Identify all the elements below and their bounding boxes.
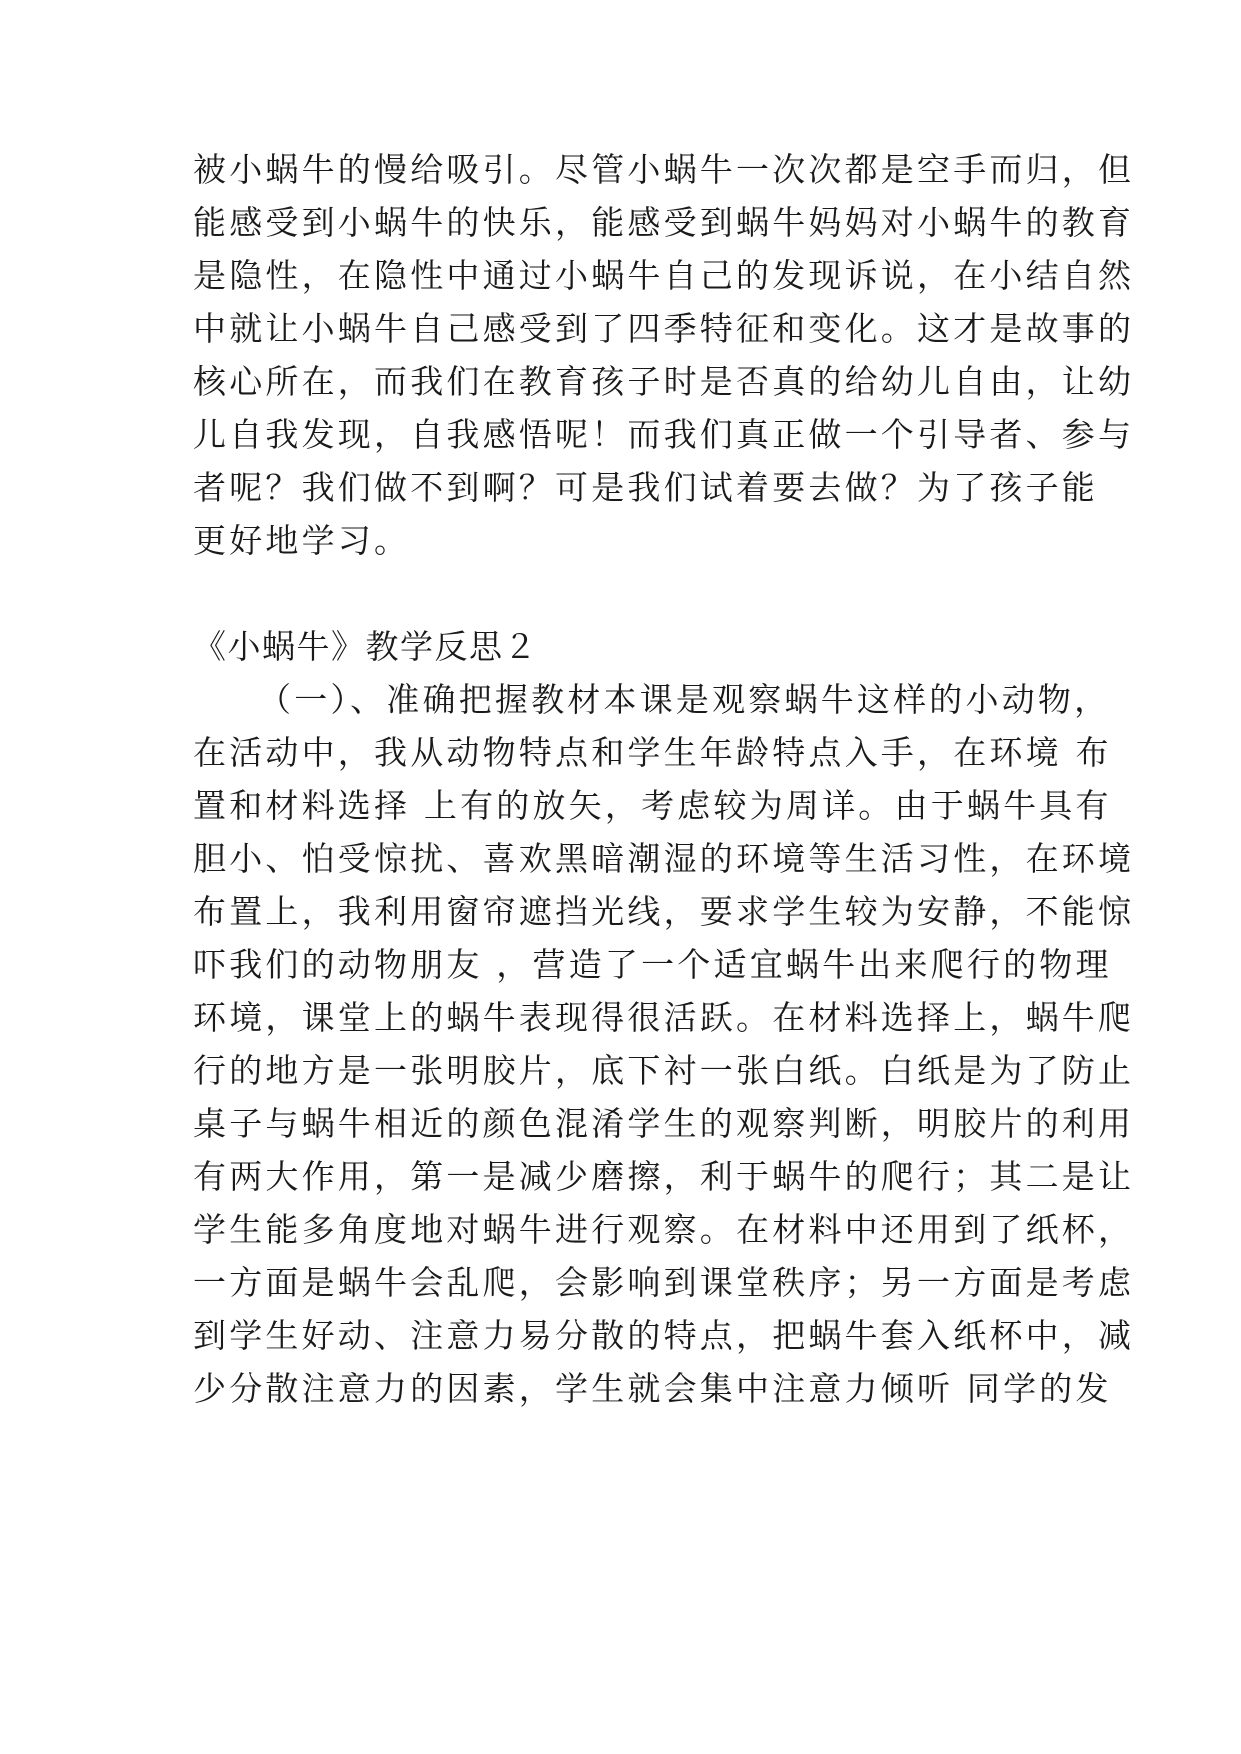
paragraph-line: 到学生好动、注意力易分散的特点，把蜗牛套入纸杯中，减 xyxy=(193,1316,1135,1355)
paragraph-line: 置和材料选择 上有的放矢，考虑较为周详。由于蜗牛具有 xyxy=(193,786,1112,825)
paragraph-line: 环境，课堂上的蜗牛表现得很活跃。在材料选择上，蜗牛爬 xyxy=(193,998,1135,1037)
paragraph-line: 在活动中，我从动物特点和学生年龄特点入手，在环境 布 xyxy=(193,733,1112,772)
paragraph-line: 被小蜗牛的慢给吸引。尽管小蜗牛一次次都是空手而归，但 xyxy=(193,150,1135,189)
paragraph-line: 者呢？我们做不到啊？可是我们试着要去做？为了孩子能 xyxy=(193,468,1098,507)
paragraph-line: 有两大作用，第一是减少磨擦，利于蜗牛的爬行；其二是让 xyxy=(193,1157,1135,1196)
section-title: 《小蜗牛》教学反思２ xyxy=(193,627,538,666)
paragraph-line: 一方面是蜗牛会乱爬，会影响到课堂秩序；另一方面是考虑 xyxy=(193,1263,1135,1302)
paragraph-line: 胆小、怕受惊扰、喜欢黑暗潮湿的环境等生活习性，在环境 xyxy=(193,839,1135,878)
paragraph-line: 中就让小蜗牛自己感受到了四季特征和变化。这才是故事的 xyxy=(193,309,1135,348)
paragraph-line: 更好地学习。 xyxy=(193,521,411,560)
paragraph-line: 学生能多角度地对蜗牛进行观察。在材料中还用到了纸杯， xyxy=(193,1210,1135,1249)
paragraph-line: 儿自我发现，自我感悟呢！而我们真正做一个引导者、参与 xyxy=(193,415,1135,454)
paragraph-line: 桌子与蜗牛相近的颜色混淆学生的观察判断，明胶片的利用 xyxy=(193,1104,1135,1143)
paragraph-line: 吓我们的动物朋友 ，营造了一个适宜蜗牛出来爬行的物理 xyxy=(193,945,1112,984)
paragraph-line: 核心所在，而我们在教育孩子时是否真的给幼儿自由，让幼 xyxy=(193,362,1135,401)
paragraph-line: 布置上，我利用窗帘遮挡光线，要求学生较为安静，不能惊 xyxy=(193,892,1135,931)
paragraph-line: 能感受到小蜗牛的快乐，能感受到蜗牛妈妈对小蜗牛的教育 xyxy=(193,203,1135,242)
paragraph-line: 少分散注意力的因素，学生就会集中注意力倾听 同学的发 xyxy=(193,1369,1112,1408)
paragraph-line: 行的地方是一张明胶片，底下衬一张白纸。白纸是为了防止 xyxy=(193,1051,1135,1090)
paragraph-line: 是隐性，在隐性中通过小蜗牛自己的发现诉说，在小结自然 xyxy=(193,256,1135,295)
paragraph-line: （一）、准确把握教材本课是观察蜗牛这样的小动物， xyxy=(258,680,1111,719)
